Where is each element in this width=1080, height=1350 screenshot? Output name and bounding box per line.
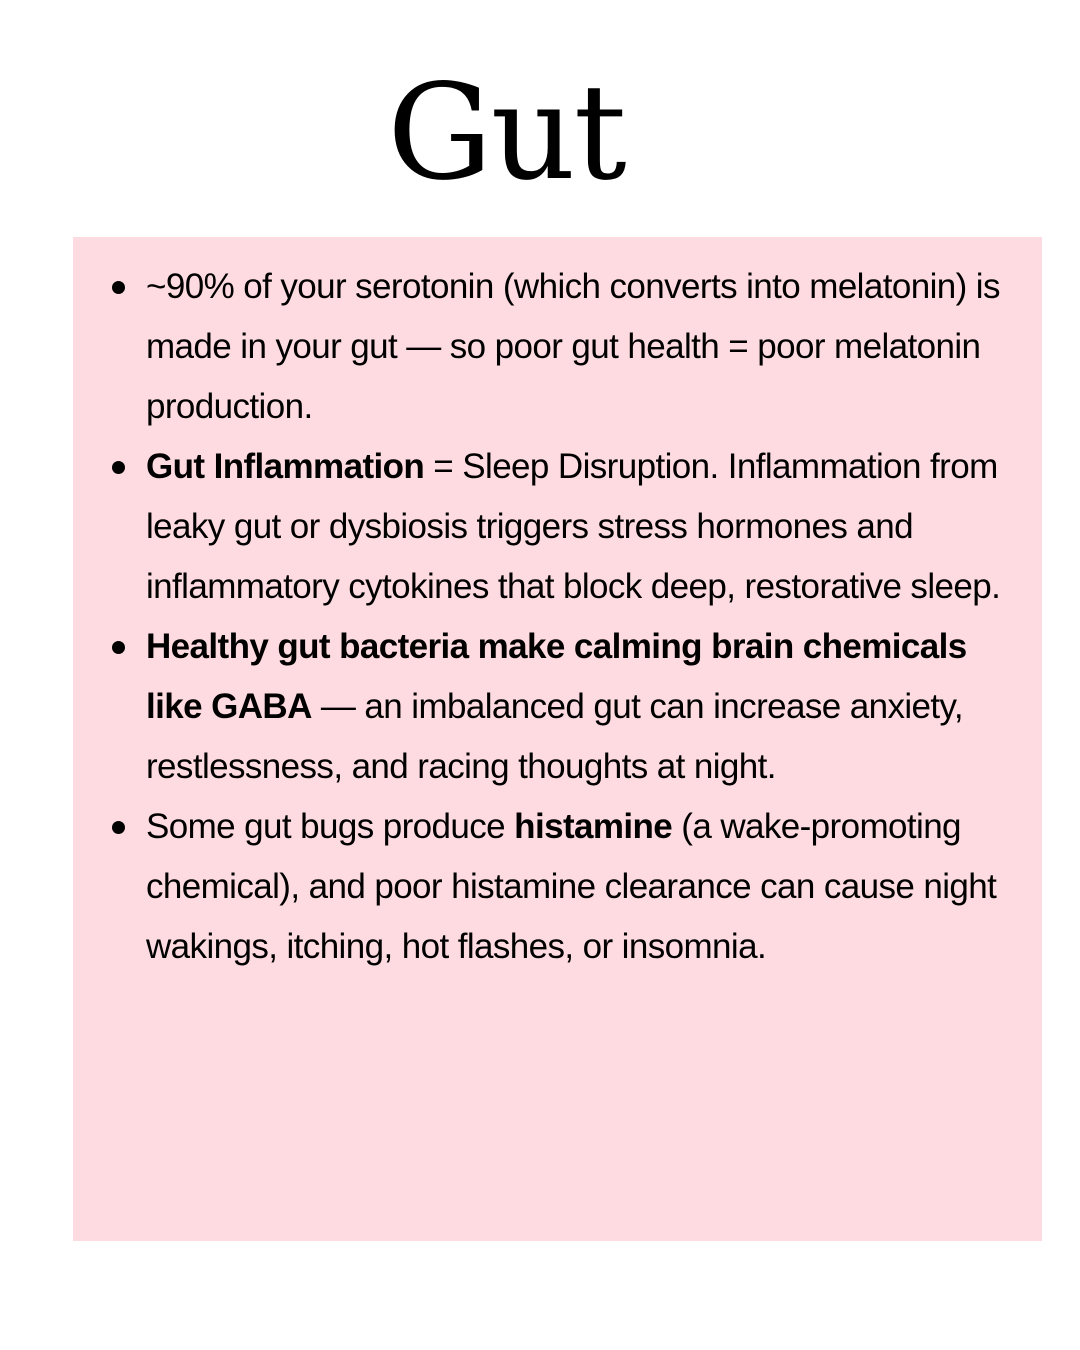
bullet-list (0, 257, 1080, 977)
bullet-bold-lead: Gut Inflammation (146, 447, 425, 486)
bullet-text: ~90% of your serotonin (which converts into melatonin) is made in your gut — so poor gut health = poor melatonin production. (146, 267, 1000, 426)
bullet-text: — an imbalanced gut can increase anxiety, restlessness, and racing thoughts at night. (146, 687, 963, 786)
bullet-text-after: (a wake-promoting chemical), and poor histamine clearance can cause night wakings, itching, hot flashes, or insomnia. (146, 807, 997, 966)
bullet-dot-icon (112, 821, 125, 834)
bullet-dot-icon (112, 281, 125, 294)
bullet-dot-icon (112, 461, 125, 474)
bullet-text: = Sleep Disruption. Inflammation from leaky gut or dysbiosis triggers stress hormones and inflammatory cytokines that block deep, restorative sleep. (146, 447, 1001, 606)
bullet-gaba (0, 617, 1006, 797)
bullet-dot-icon (112, 641, 125, 654)
bullet-bold-mid: histamine (514, 807, 673, 846)
bullet-text-before: Some gut bugs produce (146, 807, 515, 846)
page-title: Gut (387, 56, 625, 210)
bullet-serotonin (0, 257, 1006, 437)
bullet-histamine (0, 797, 1006, 977)
bullet-inflammation (0, 437, 1006, 617)
bullet-bold-lead: Healthy gut bacteria make calming brain chemicals like GABA (146, 627, 967, 726)
